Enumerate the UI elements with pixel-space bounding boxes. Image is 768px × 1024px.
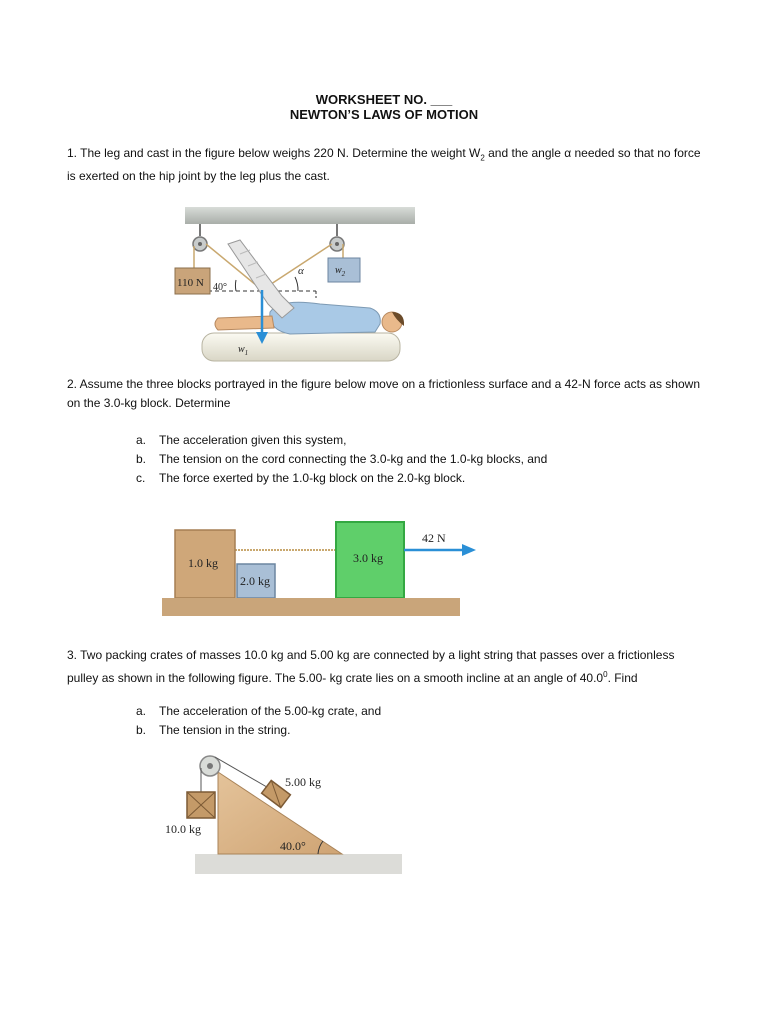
worksheet-number: WORKSHEET NO. ___: [315, 92, 453, 107]
list-item: b. The tension in the string.: [136, 723, 291, 737]
patient-left-leg: [215, 316, 274, 330]
weight-110n-label: 110 N: [177, 277, 204, 289]
question-2: 2. Assume the three blocks portrayed in the figure below move on a frictionless surface and a 42-N force acts as shown on the 3.0-kg block. Determine: [67, 377, 700, 410]
w1-label: $w_1$: [238, 344, 249, 357]
weight-w2-label: $w_2$: [335, 265, 346, 278]
question-3-parts: [136, 702, 696, 740]
angle-label: 40.0°: [280, 839, 306, 853]
question-3-text-a: 3. Two packing crates of masses 10.0 kg and 5.00 kg are connected by a light string that passes over a frictionless pulley as shown in the following figure. The 5.00- kg crate lies on a smooth incline at an angle of 40.0: [67, 648, 675, 685]
question-3-text-b: . Find: [607, 671, 638, 685]
ground: [195, 854, 402, 874]
question-2-parts: [136, 431, 696, 488]
floor: [162, 598, 460, 616]
question-3-superscript: 0: [603, 670, 608, 679]
list-item: b. The tension on the cord connecting the 3.0-kg and the 1.0-kg blocks, and: [136, 452, 548, 466]
angle-40-label: 40°: [213, 282, 227, 293]
question-1-text-b: and the angle α needed so that no force is exerted on the hip joint by the leg plus the cast.: [67, 146, 701, 184]
bed: [202, 333, 400, 361]
three-blocks-figure: [160, 518, 480, 622]
incline-figure: [160, 750, 410, 878]
crate-10kg-label: 10.0 kg: [165, 822, 201, 836]
question-1-subscript: 2: [480, 153, 485, 163]
alpha-label: α: [298, 265, 304, 277]
list-item: a. The acceleration of the 5.00-kg crate, and: [136, 704, 382, 718]
question-3: [67, 646, 707, 688]
crate-5kg-label: 5.00 kg: [285, 775, 321, 789]
leg-traction-figure: [170, 200, 430, 365]
block-2kg-label: 2.0 kg: [240, 574, 270, 588]
question-1: [67, 144, 707, 186]
worksheet-title: NEWTON’S LAWS OF MOTION: [289, 107, 479, 122]
force-label: 42 N: [422, 531, 446, 545]
block-1kg-label: 1.0 kg: [188, 556, 218, 570]
list-item: c. The force exerted by the 1.0-kg block on the 2.0-kg block.: [136, 471, 466, 485]
block-3kg-label: 3.0 kg: [353, 551, 383, 565]
ceiling-bar: [185, 207, 415, 224]
list-item: a. The acceleration given this system,: [136, 433, 347, 447]
question-1-text-a: 1. The leg and cast in the figure below weighs 220 N. Determine the weight W: [67, 146, 481, 160]
